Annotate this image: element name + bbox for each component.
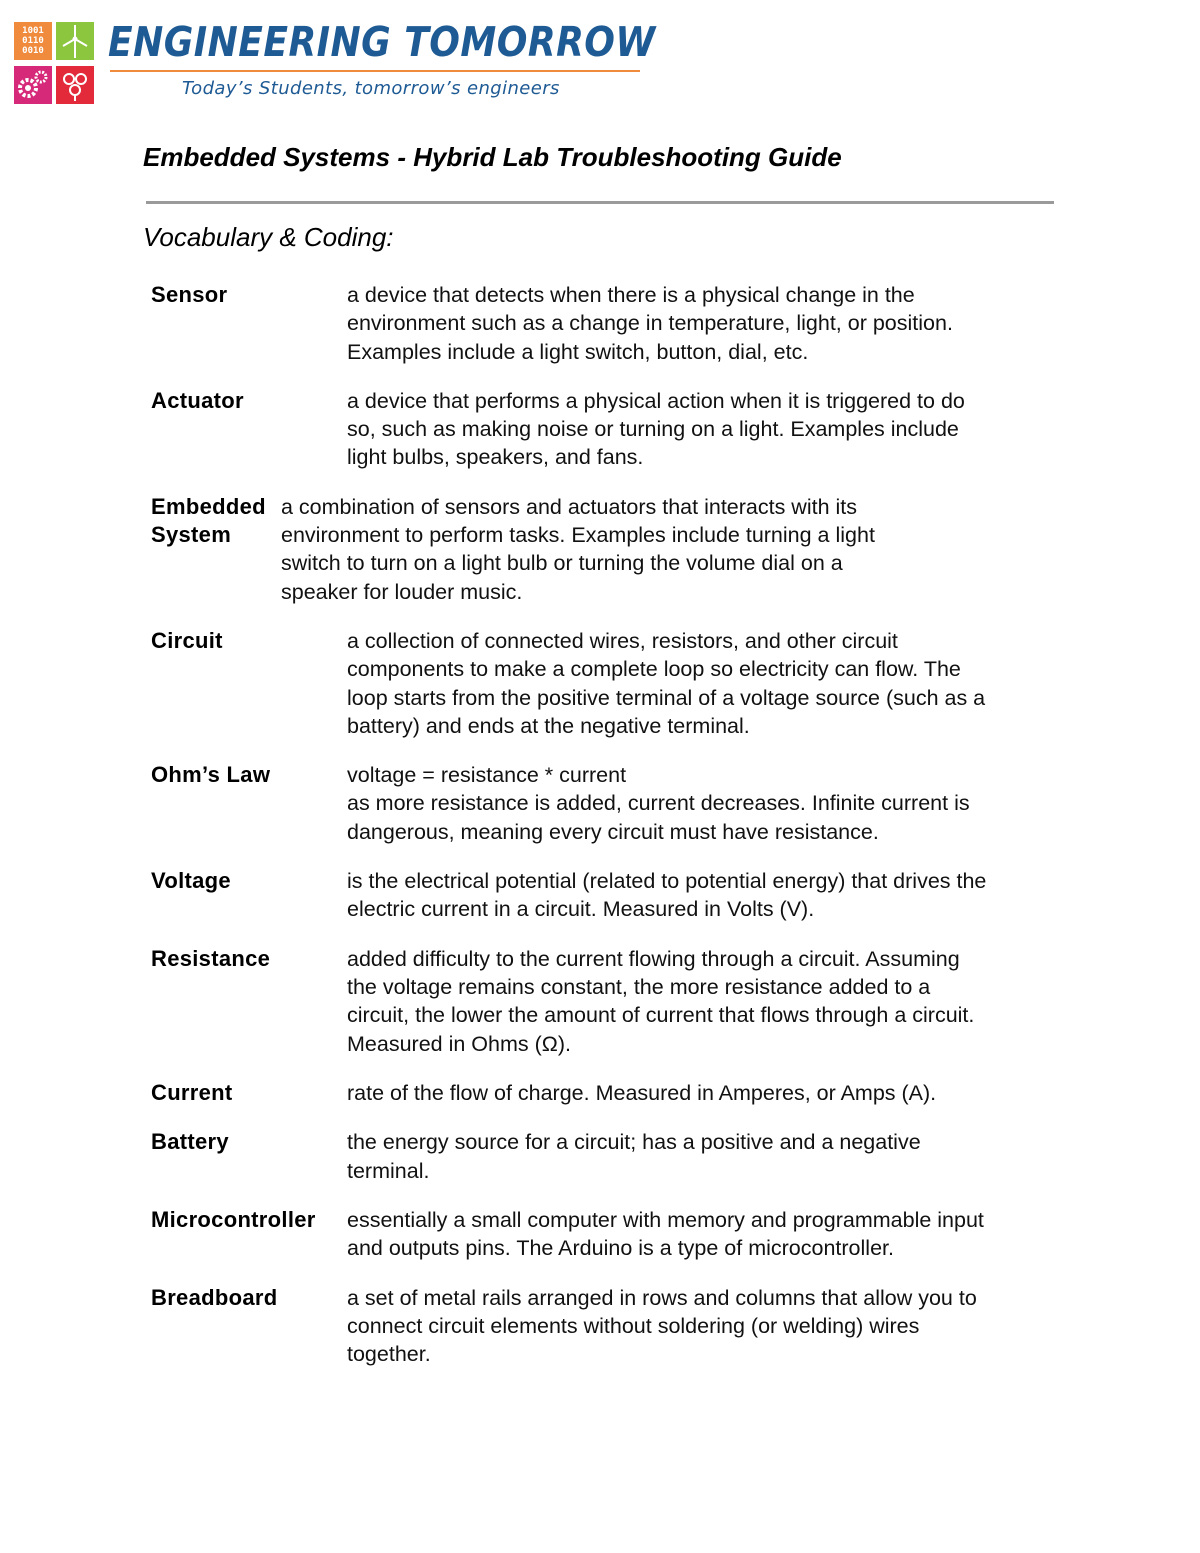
definition-line: battery) and ends at the negative terminal. — [347, 713, 750, 738]
vocabulary-term: Current — [151, 1079, 233, 1105]
definition-line: the voltage remains constant, the more resistance added to a — [347, 974, 931, 999]
vocabulary-definition — [347, 387, 1061, 472]
definition-line: a combination of sensors and actuators that interacts with its — [281, 494, 858, 519]
title-divider — [146, 201, 1054, 204]
vocabulary-term: Ohm’s Law — [151, 762, 271, 788]
definition-line: dangerous, meaning every circuit must have resistance. — [347, 819, 879, 844]
binary-line-1: 1001 0110 0010 — [22, 26, 44, 56]
definition-line: environment such as a change in temperature, light, or position. — [347, 311, 953, 336]
vocabulary-entry — [151, 867, 1061, 924]
vocabulary-definition — [347, 1284, 1061, 1369]
definition-line: components to make a complete loop so electricity can flow. The — [347, 657, 961, 682]
definition-line: is the electrical potential (related to potential energy) that drives the — [347, 869, 987, 894]
vocabulary-entry — [151, 281, 1061, 366]
definition-line: circuit, the lower the amount of current that flows through a circuit. — [347, 1003, 975, 1028]
vocabulary-entry — [151, 761, 1061, 846]
molecule-icon — [56, 66, 94, 104]
definition-line: environment to perform tasks. Examples include turning a light — [281, 523, 875, 548]
vocabulary-definition — [347, 761, 1061, 846]
vocabulary-definition — [347, 867, 1061, 924]
vocabulary-term: Circuit — [151, 627, 223, 653]
section-heading: Vocabulary & Coding: — [143, 222, 394, 252]
brand-tagline: Today’s Students, tomorrow’s engineers — [182, 78, 560, 99]
definition-line: Measured in Ohms (Ω). — [347, 1031, 571, 1056]
definition-line: a collection of connected wires, resistors, and other circuit — [347, 628, 898, 653]
vocabulary-term: Microcontroller — [151, 1206, 316, 1232]
definition-line: a device that detects when there is a physical change in the — [347, 283, 915, 307]
definition-line: voltage = resistance * current — [347, 763, 627, 788]
definition-line: Examples include a light switch, button, dial, etc. — [347, 339, 809, 364]
definition-line: a device that performs a physical action when it is triggered to do — [347, 388, 965, 413]
definition-line: the energy source for a circuit; has a positive and a negative — [347, 1130, 921, 1155]
vocabulary-entry — [151, 1079, 1061, 1108]
vocabulary-entry — [151, 1284, 1061, 1369]
wind-turbine-icon — [56, 22, 94, 60]
definition-line: added difficulty to the current flowing through a circuit. Assuming — [347, 946, 960, 971]
definition-line: rate of the flow of charge. Measured in Amperes, or Amps (A). — [347, 1080, 937, 1105]
definition-line: as more resistance is added, current decreases. Infinite current is — [347, 791, 970, 816]
definition-line: terminal. — [347, 1158, 430, 1183]
definition-line: electric current in a circuit. Measured in Volts (V). — [347, 897, 815, 922]
vocabulary-term: Resistance — [151, 945, 271, 971]
vocabulary-entry — [151, 945, 1061, 1058]
vocabulary-term: Sensor — [151, 282, 228, 307]
definition-line: together. — [347, 1342, 431, 1367]
definition-line: a set of metal rails arranged in rows and columns that allow you to — [347, 1285, 977, 1310]
brand-block — [108, 18, 656, 103]
definition-line: loop starts from the positive terminal of a voltage source (such as a — [347, 685, 986, 710]
vocabulary-entry — [151, 1206, 1061, 1263]
vocabulary-term: Actuator — [151, 387, 244, 413]
definition-line: so, such as making noise or turning on a light. Examples include — [347, 417, 959, 442]
vocabulary-entry — [151, 493, 1061, 606]
definition-line: connect circuit elements without soldering (or welding) wires — [347, 1313, 920, 1338]
vocabulary-definition — [347, 281, 1061, 366]
vocabulary-definition — [347, 1079, 1061, 1108]
definition-line: switch to turn on a light bulb or turning the volume dial on a — [281, 551, 843, 576]
vocabulary-definition — [347, 1128, 1061, 1185]
vocabulary-entry — [151, 1128, 1061, 1185]
vocabulary-definition — [347, 627, 1061, 740]
vocabulary-list — [151, 281, 1061, 1389]
definition-line: and outputs pins. The Arduino is a type of microcontroller. — [347, 1236, 894, 1261]
vocabulary-term: Embedded System — [151, 493, 266, 548]
vocabulary-definition — [347, 1206, 1061, 1263]
brand-title: ENGINEERING TOMORROW — [108, 18, 656, 66]
vocabulary-entry — [151, 387, 1061, 472]
brand-divider — [110, 70, 640, 72]
vocabulary-term: Breadboard — [151, 1284, 278, 1310]
definition-line: essentially a small computer with memory and programmable input — [347, 1207, 984, 1232]
vocabulary-term: Battery — [151, 1129, 229, 1155]
vocabulary-definition — [281, 493, 1061, 606]
vocabulary-entry — [151, 627, 1061, 740]
vocabulary-definition — [347, 945, 1061, 1058]
gears-icon — [14, 66, 52, 104]
definition-line: light bulbs, speakers, and fans. — [347, 445, 644, 470]
page-title: Embedded Systems - Hybrid Lab Troubleshooting Guide — [143, 142, 842, 172]
definition-line: speaker for louder music. — [281, 579, 523, 604]
logo — [14, 22, 96, 106]
binary-digits-icon — [14, 22, 52, 60]
vocabulary-term: Voltage — [151, 868, 231, 894]
